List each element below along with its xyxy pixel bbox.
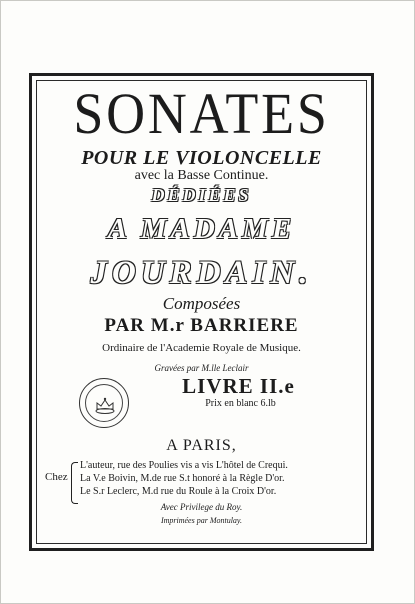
seller-address: L'auteur, rue des Poulies vis a vis L'hôtel de Crequi.	[80, 460, 288, 471]
seller-address: Le S.r Leclerc, M.d rue du Roule à la Croix D'or.	[80, 486, 277, 497]
sellers-brace	[71, 462, 78, 504]
dedication-jourdain: JOURDAIN.	[90, 255, 313, 291]
price-label: Prix en blanc 6.lb	[205, 398, 276, 409]
sellers-label: Chez	[45, 471, 68, 483]
volume-label: LIVRE II.e	[182, 374, 295, 398]
engraver-credit: Gravées par M.lle Leclair	[154, 363, 249, 373]
composees-line: Composées	[162, 294, 241, 313]
composer-title: Ordinaire de l'Academie Royale de Musique.	[102, 342, 301, 354]
printer-line: Imprimées par Montulay.	[160, 516, 243, 525]
dedication-dediees: DÉDIÉES	[151, 185, 252, 205]
city-label: A PARIS,	[166, 437, 237, 454]
main-title: SONATES	[73, 81, 330, 146]
composer-name: PAR M.r BARRIERE	[104, 315, 299, 336]
continuo-line: avec la Basse Continue.	[134, 168, 269, 183]
privilege-line: Avec Privilege du Roy.	[160, 502, 243, 512]
seller-address: La V.e Boivin, M.de rue S.t honoré à la Règle D'or.	[80, 473, 285, 484]
dedication-madame: A MADAME	[107, 213, 296, 245]
subtitle: POUR LE VIOLONCELLE	[81, 147, 322, 169]
